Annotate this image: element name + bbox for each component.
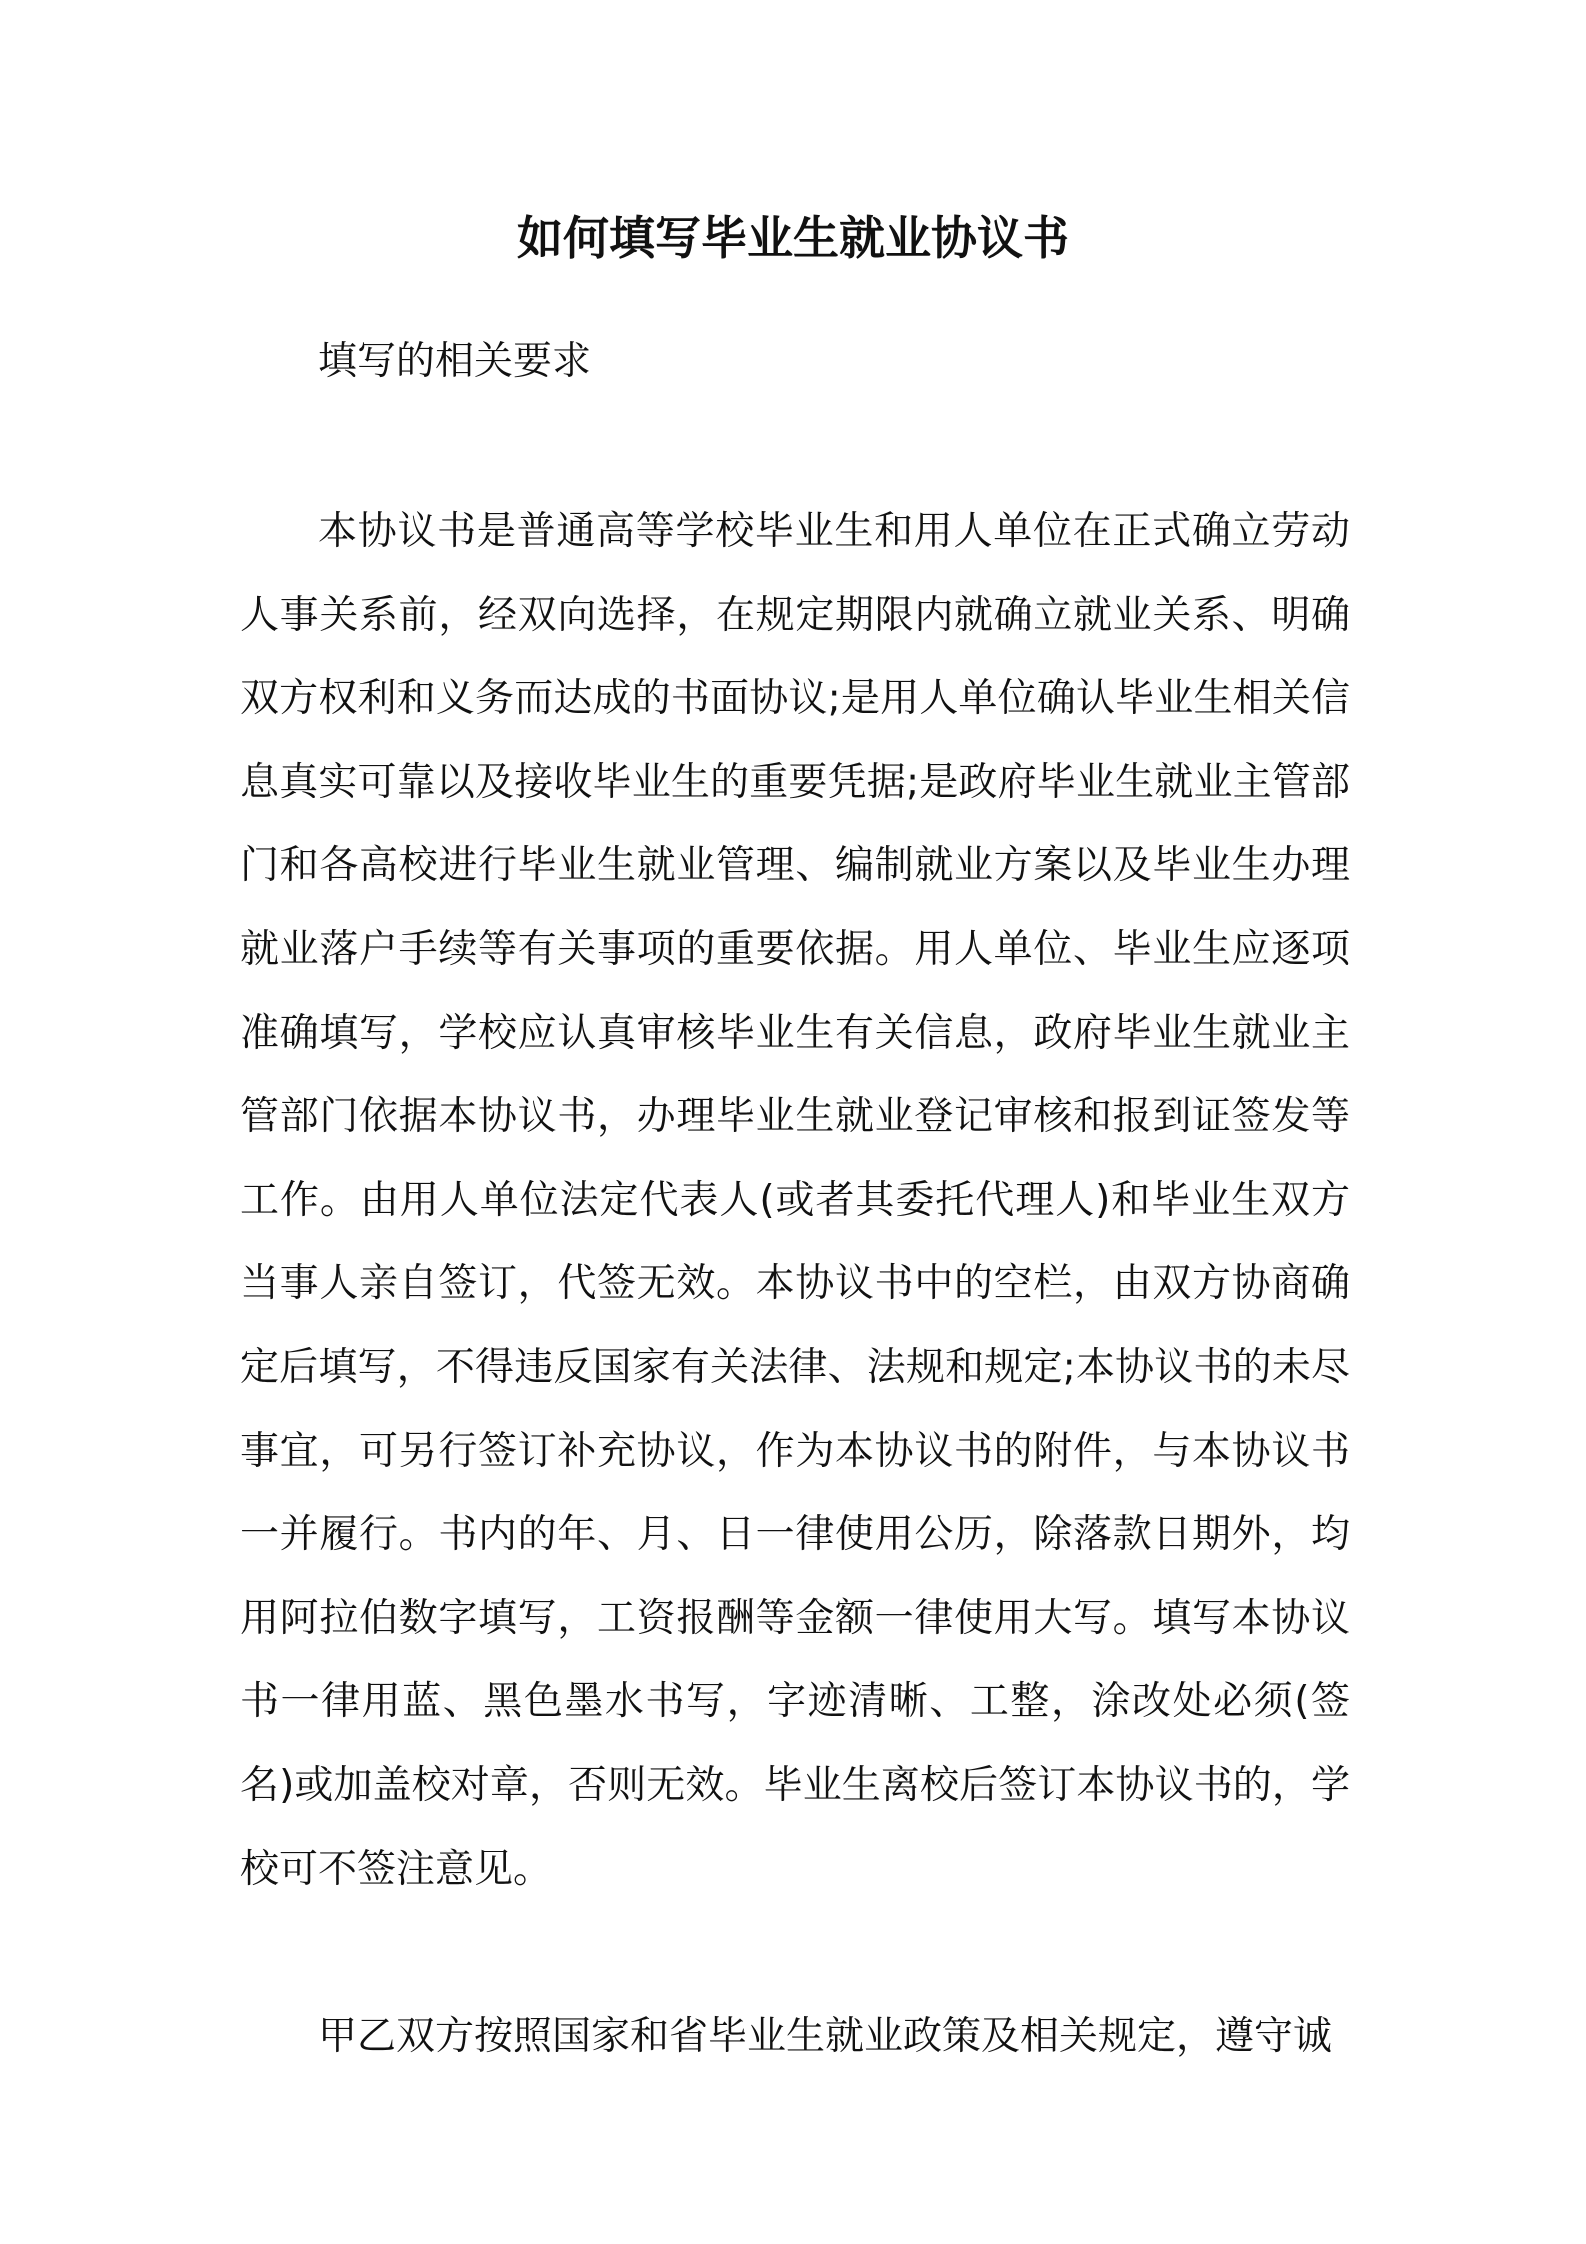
body-paragraph-agreement: 甲乙双方按照国家和省毕业生就业政策及相关规定，遵守诚: [318, 2014, 1333, 2059]
document-title: 如何填写毕业生就业协议书: [517, 211, 1069, 265]
section-heading: 填写的相关要求: [318, 339, 592, 384]
body-paragraph-requirements: 本协议书是普通高等学校毕业生和用人单位在正式确立劳动人事关系前，经双向选择，在规定期限内就确立就业关系、明确双方权利和义务而达成的书面协议;是用人单位确认毕业生相关信息真实可靠以及接收毕业生的重要凭据;是政府毕业生就业主管部门和各高校进行毕业生就业管理、编制就业方案以及毕业生办理就业落户手续等有关事项的重要依据。用人单位、毕业生应逐项准确填写，学校应认真审核毕业生有关信息，政府毕业生就业主管部门依据本协议书，办理毕业生就业登记审核和报到证签发等工作。由用人单位法定代表人(或者其委托代理人)和毕业生双方当事人亲自签订，代签无效。本协议书中的空栏，由双方协商确定后填写，不得违反国家有关法律、法规和规定;本协议书的未尽事宜，可另行签订补充协议，作为本协议书的附件，与本协议书一并履行。书内的年、月、日一律使用公历，除落款日期外，均用阿拉伯数字填写，工资报酬等金额一律使用大写。填写本协议书一律用蓝、黑色墨水书写，字迹清晰、工整，涂改处必须(签名)或加盖校对章，否则无效。毕业生离校后签订本协议书的，学校可不签注意见。: [240, 509, 1350, 1892]
